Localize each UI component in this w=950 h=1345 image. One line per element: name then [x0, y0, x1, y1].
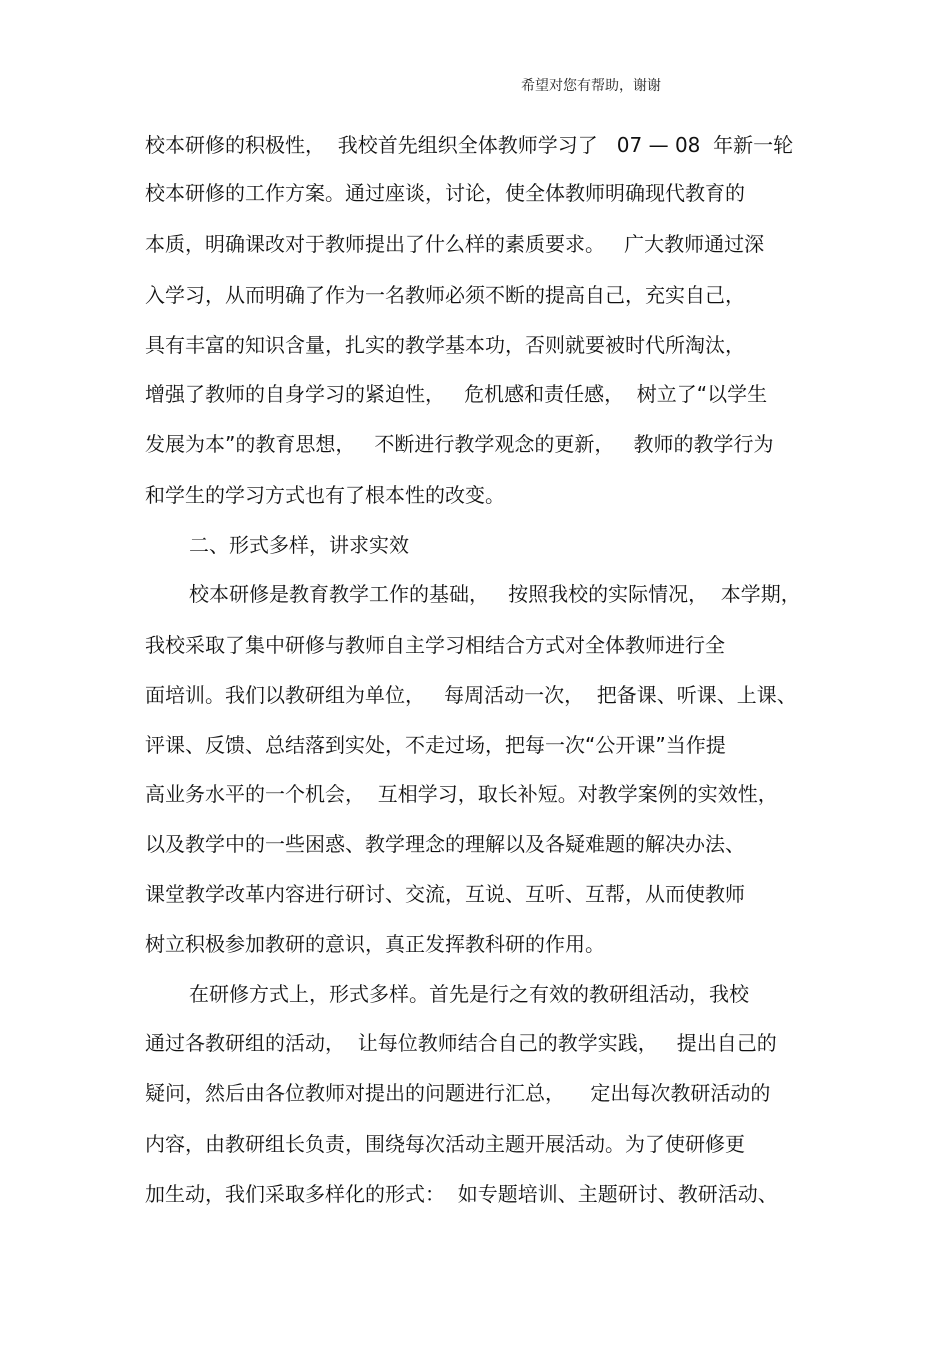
body-line: 疑问，然后由各位教师对提出的问题进行汇总， 定出每次教研活动的 [145, 1081, 771, 1105]
body-line: 课堂教学改革内容进行研讨、交流，互说、互听、互帮，从而使教师 [145, 882, 745, 906]
body-line: 我校采取了集中研修与教师自主学习相结合方式对全体教师进行全 [145, 633, 725, 657]
body-line: 发展为本”的教育思想， 不断进行教学观念的更新， 教师的教学行为 [145, 432, 774, 456]
body-line: 以及教学中的一些困惑、教学理念的理解以及各疑难题的解决办法、 [145, 832, 745, 856]
body-line: 增强了教师的自身学习的紧迫性， 危机感和责任感， 树立了“以学生 [145, 382, 768, 406]
body-line: 通过各教研组的活动， 让每位教师结合自己的教学实践， 提出自己的 [145, 1031, 777, 1055]
body-line: 面培训。我们以教研组为单位， 每周活动一次， 把备课、听课、上课、 [145, 683, 797, 707]
body-line: 本质，明确课改对于教师提出了什么样的素质要求。 广大教师通过深 [145, 232, 765, 256]
body-line: 加生动，我们采取多样化的形式： 如专题培训、主题研讨、教研活动、 [145, 1182, 778, 1206]
body-line: 评课、反馈、总结落到实处，不走过场，把每一次“公开课”当作提 [145, 733, 726, 757]
body-line: 具有丰富的知识含量，扎实的教学基本功，否则就要被时代所淘汰， [145, 333, 745, 357]
body-line: 高业务水平的一个机会， 互相学习，取长补短。对教学案例的实效性， [145, 782, 778, 806]
body-line: 内容，由教研组长负责，围绕每次活动主题开展活动。为了使研修更 [145, 1132, 745, 1156]
body-line: 树立积极参加教研的意识，真正发挥教科研的作用。 [145, 932, 605, 956]
body-line: 和学生的学习方式也有了根本性的改变。 [145, 483, 505, 507]
body-line: 校本研修是教育教学工作的基础， 按照我校的实际情况， 本学期， [189, 582, 801, 606]
page-header: 希望对您有帮助，谢谢 [521, 78, 661, 94]
body-line: 入学习，从而明确了作为一名教师必须不断的提高自己，充实自己， [145, 283, 745, 307]
body-line: 校本研修的工作方案。通过座谈，讨论，使全体教师明确现代教育的 [145, 181, 745, 205]
body-line: 在研修方式上，形式多样。首先是行之有效的教研组活动，我校 [189, 982, 749, 1006]
section-heading: 二、形式多样，讲求实效 [189, 533, 409, 557]
body-line: 校本研修的积极性， 我校首先组织全体教师学习了 07 — 08 年新一轮 [145, 133, 794, 157]
